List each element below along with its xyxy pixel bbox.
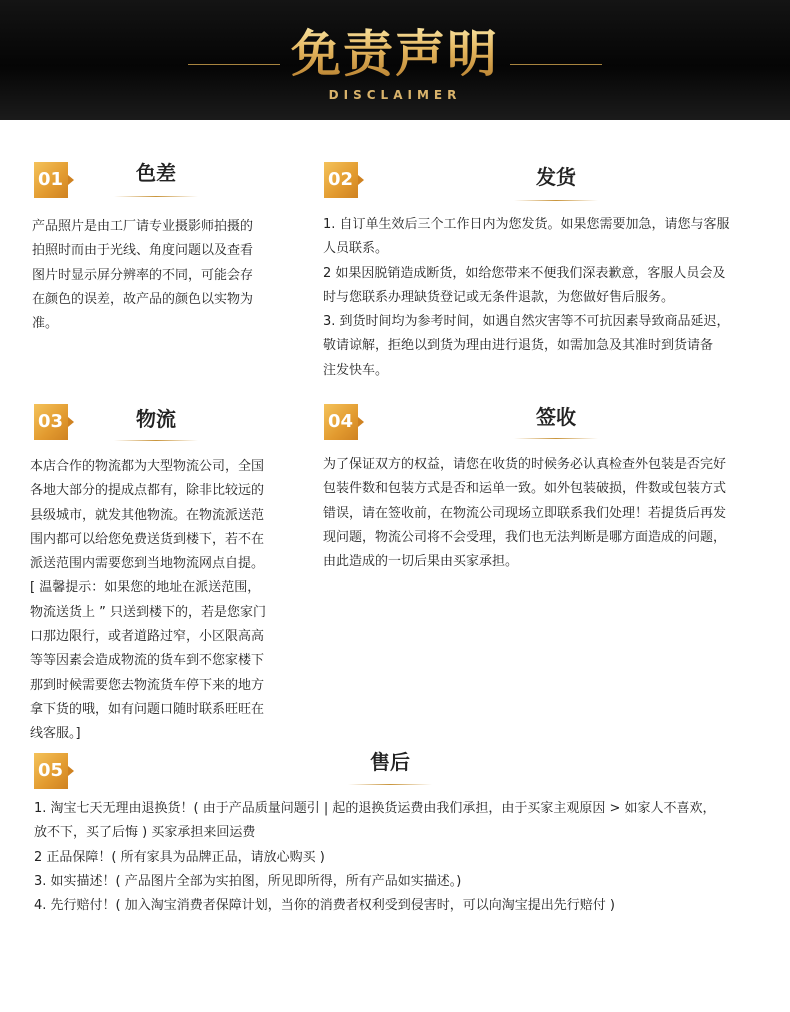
section-body-shipping [323, 213, 775, 383]
disclaimer-header [0, 0, 790, 120]
section-title-logistics: 物流 [136, 407, 176, 431]
section-number-badge: 02 [324, 162, 358, 198]
header-divider-right [510, 64, 602, 65]
text-line: 3. 到货时间均为参考时间，如遇自然灾害等不可抗因素导致商品延迟， [323, 314, 730, 330]
text-line: 4. 先行赔付！( 加入淘宝消费者保障计划，当你的消费者权利受到侵害时，可以向淘宝提出先行赔付 ) [34, 898, 615, 914]
section-number-badge: 01 [34, 162, 68, 198]
text-line: [ 温馨提示：如果您的地址在派送范围， [30, 580, 261, 596]
text-line: 围内都可以给您免费送货到楼下，若不在 [30, 531, 265, 547]
text-line: 拿下货的哦，如有问题口随时联系旺旺在 [30, 701, 265, 717]
text-line: 人员联系。 [323, 241, 389, 257]
section-title-color-difference: 色差 [136, 161, 176, 185]
text-line: 注发快车。 [323, 362, 389, 378]
text-line: 由此造成的一切后果由买家承担。 [323, 554, 519, 570]
text-line: 1. 自订单生效后三个工作日内为您发货。如果您需要加急，请您与客服 [323, 217, 730, 232]
section-title-shipping: 发货 [536, 165, 576, 189]
section-number-badge: 05 [34, 753, 68, 789]
text-line: 3. 如实描述！( 产品图片全部为实拍图，所见即所得，所有产品如实描述。) [34, 873, 462, 889]
text-line: 2 如果因脱销造成断货，如给您带来不便我们深表歉意，客服人员会及 [323, 265, 726, 281]
section-body-after-sales [34, 797, 784, 918]
section-title-underline [114, 440, 198, 441]
text-line: 敬请谅解，拒绝以到货为理由进行退货，如需加急及其准时到货请备 [323, 338, 714, 354]
section-title-underline [114, 196, 198, 197]
text-line: 本店合作的物流都为大型物流公司，全国 [30, 459, 265, 474]
section-number-badge: 04 [324, 404, 358, 440]
section-body-color-difference [32, 215, 292, 336]
text-line: 派送范围内需要您到当地物流网点自提。 [30, 556, 265, 572]
section-title-underline [348, 784, 432, 785]
text-line: 产品照片是由工厂请专业摄影师拍摄的 [32, 219, 254, 234]
text-line: 各地大部分的提成点都有，除非比较远的 [30, 483, 265, 499]
section-title-signing: 签收 [536, 405, 576, 429]
section-body-logistics [30, 455, 292, 747]
text-line: 放不下，买了后悔 ) 买家承担来回运费 [34, 825, 256, 841]
text-line: 图片时显示屏分辨率的不同，可能会存 [32, 267, 254, 283]
section-title-underline [514, 438, 598, 439]
section-title-after-sales: 售后 [370, 750, 410, 774]
text-line: 2 正品保障！( 所有家具为品牌正品，请放心购买 ) [34, 849, 325, 865]
page-subtitle: DISCLAIMER [328, 88, 462, 102]
text-line: 那到时候需要您去物流货车停下来的地方 [30, 677, 265, 693]
text-line: 错误，请在签收前，在物流公司现场立即联系我们处理！若提货后再发 [323, 505, 727, 521]
page-title: 免责声明 [0, 24, 790, 84]
section-number-badge: 03 [34, 404, 68, 440]
text-line: 现问题，物流公司将不会受理，我们也无法判断是哪方面造成的问题， [323, 529, 727, 545]
text-line: 物流送货上 ” 只送到楼下的，若是您家门 [30, 604, 266, 620]
text-line: 准。 [32, 316, 59, 332]
text-line: 为了保证双方的权益，请您在收货的时候务必认真检查外包装是否完好 [323, 457, 727, 472]
text-line: 县级城市，就发其他物流。在物流派送范 [30, 507, 265, 523]
section-title-underline [514, 200, 598, 201]
text-line: 拍照时而由于光线、角度问题以及查看 [32, 243, 254, 259]
text-line: 等等因素会造成物流的货车到不您家楼下 [30, 653, 265, 669]
text-line: 包装件数和包装方式是否和运单一致。如外包装破损，件数或包装方式 [323, 481, 727, 497]
text-line: 口那边限行，或者道路过窄，小区限高高 [30, 629, 265, 645]
section-body-signing [323, 453, 775, 574]
text-line: 在颜色的误差，故产品的颜色以实物为 [32, 291, 254, 307]
text-line: 时与您联系办理缺货登记或无条件退款，为您做好售后服务。 [323, 289, 675, 305]
text-line: 1. 淘宝七天无理由退换货！( 由于产品质量问题引 | 起的退换货运费由我们承担，由于买家主观原因 > 如家人不喜欢， [34, 801, 716, 816]
text-line: 线客服。] [30, 726, 81, 742]
